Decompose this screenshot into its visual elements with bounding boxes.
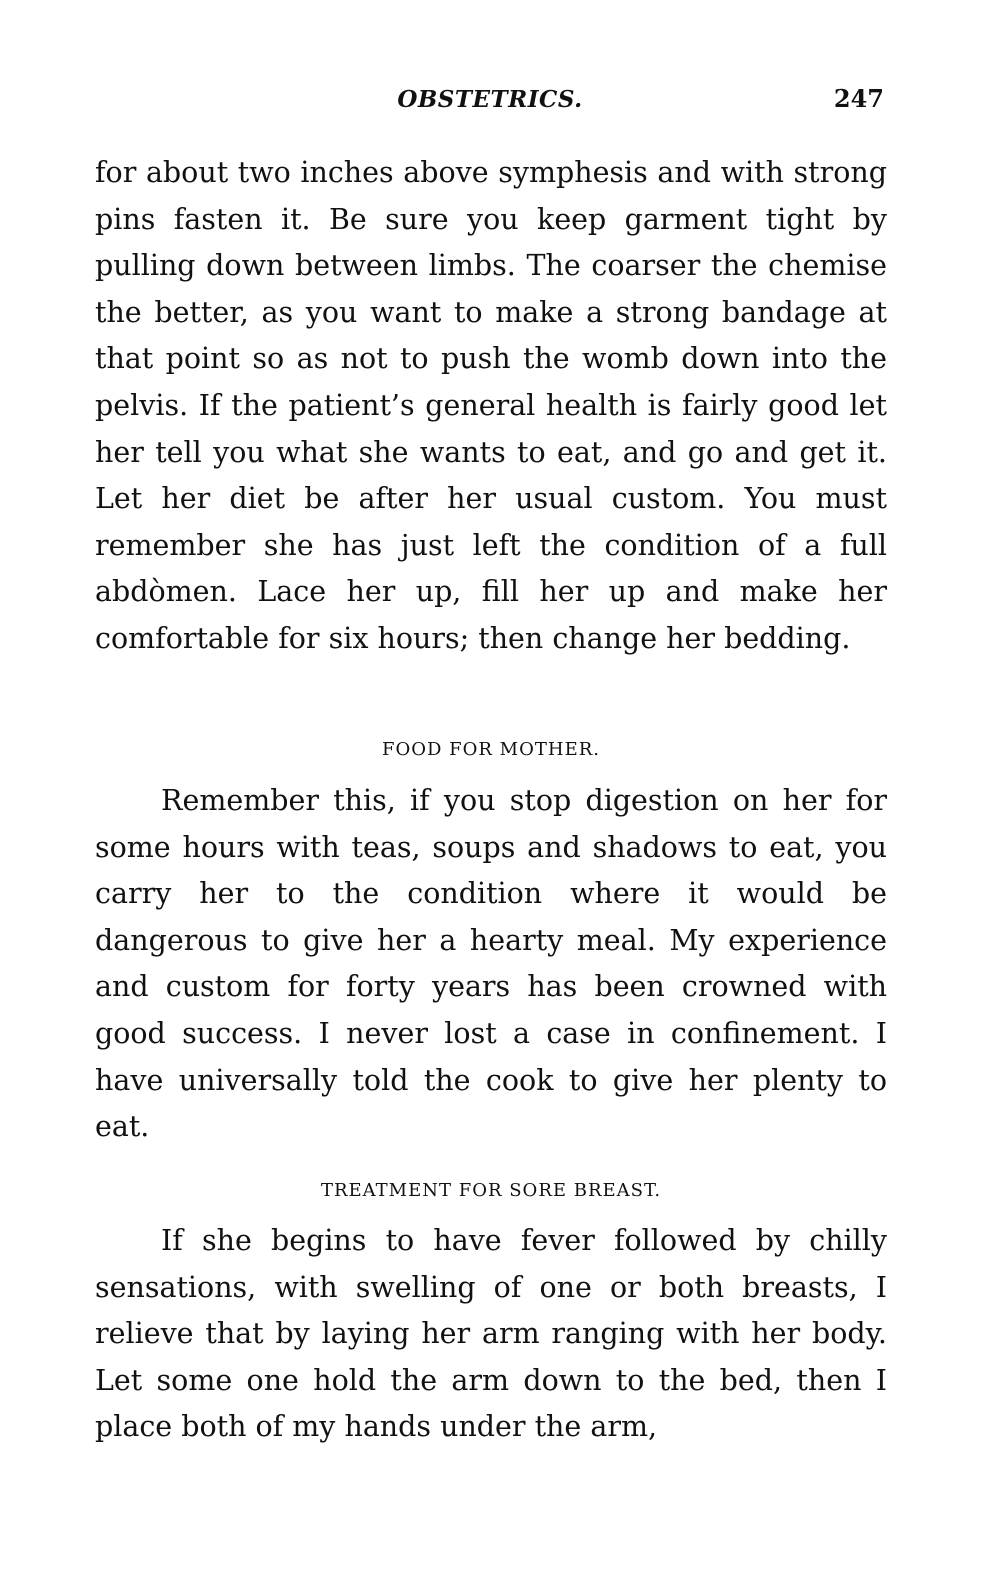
running-title: OBSTETRICS. [397,86,583,113]
paragraph-treatment-for-sore-breast [95,1218,887,1451]
paragraph-food-for-mother [95,778,887,1151]
page-number: 247 [833,84,884,113]
section-heading-treatment-for-sore-breast: TREATMENT FOR SORE BREAST. [320,1180,662,1201]
paragraph-intro [95,150,887,663]
section-heading-food-for-mother: FOOD FOR MOTHER. [382,739,600,760]
paragraph-breast-text: If she begins to have fever followed by chilly sensations, with swelling of one or both breasts, I relieve that by laying her arm ranging with her body. Let some one hold the arm down to the bed, then I place both of my hands under the arm, [95,1224,887,1444]
running-header [92,84,888,118]
paragraph-food-text: Remember this, if you stop digestion on her for some hours with teas, soups and shadows to eat, you carry her to the condition where it would be dangerous to give her a hearty meal. My experience and custom for forty years has been crowned with good success. I never lost a case in confinement. I have universally told the cook to give her plenty to eat. [95,784,887,1144]
paragraph-intro-text: for about two inches above symphesis and with strong pins fasten it. Be sure you keep garment tight by pulling down between limbs. The coarser the chemise the better, as you want to make a strong bandage at that point so as not to push the womb down into the pelvis. If the patient’s general health is fairly good let her tell you what she wants to eat, and go and get it. Let her diet be after her usual custom. You must remember she has just left the condition of a full abdòmen. Lace her up, fill her up and make her comfortable for six hours; then change her bedding. [95,156,887,655]
